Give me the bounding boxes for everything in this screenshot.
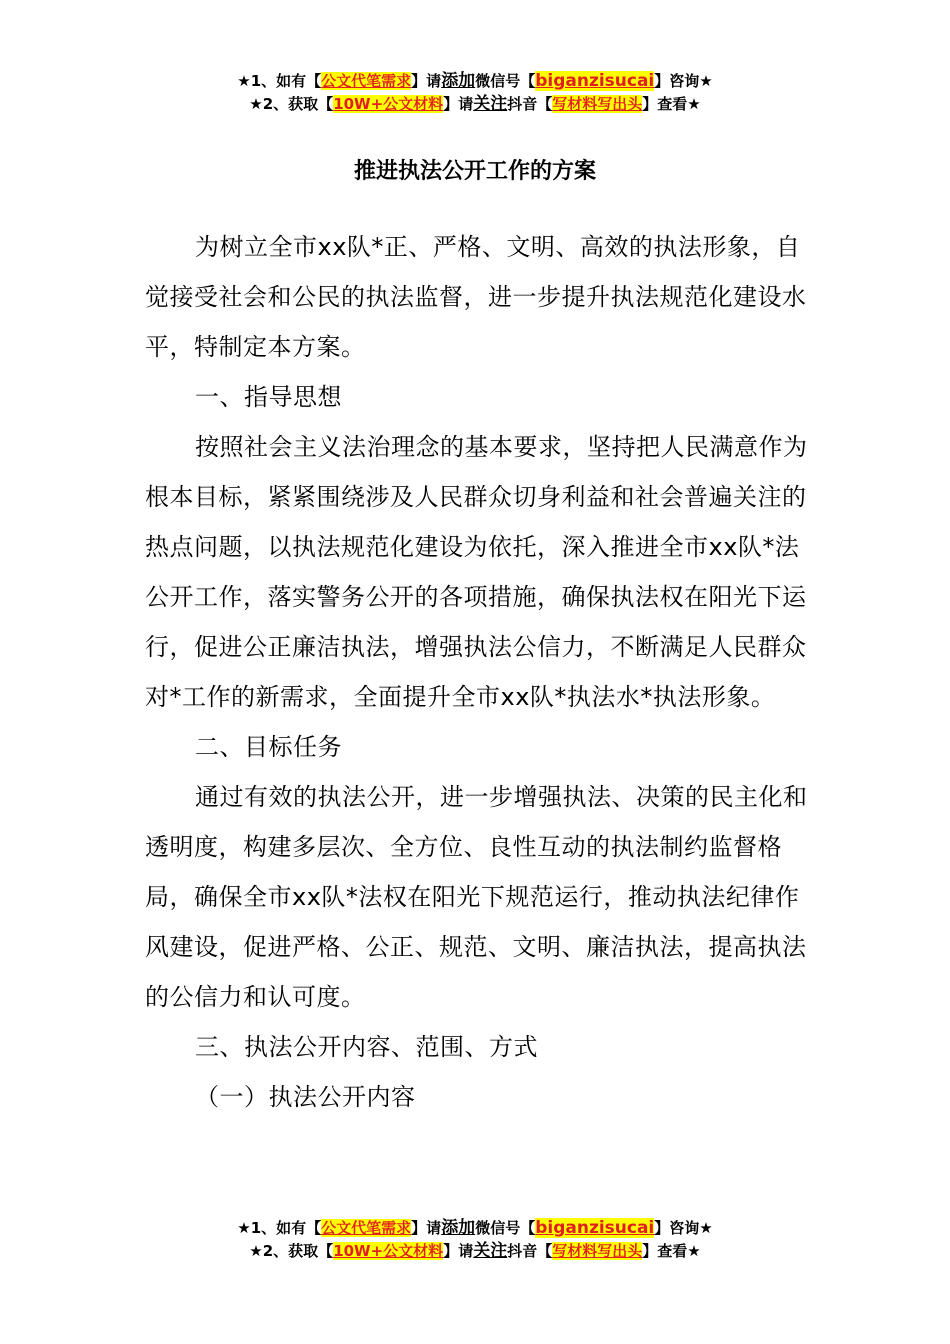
banner-highlight: 10W+公文材料 (333, 1242, 444, 1260)
banner-douyin-id: 写材料写出头 (552, 95, 643, 113)
heading-goals-tasks: 二、目标任务 (195, 733, 342, 761)
document-body (145, 222, 810, 1122)
subheading-disclosure-content: （一）执法公开内容 (195, 1083, 416, 1111)
bottom-banner (0, 1217, 950, 1263)
banner-line-2: ★2、获取【10W+公文材料】请关注抖音【写材料写出头】查看★ (249, 1241, 701, 1261)
banner-wechat-id: biganzisucai (535, 71, 655, 91)
banner-wechat-id: biganzisucai (535, 1218, 655, 1238)
heading-guiding-ideology: 一、指导思想 (195, 383, 342, 411)
document-title: 推进执法公开工作的方案 (353, 159, 596, 184)
banner-highlight: 公文代笔需求 (321, 72, 412, 90)
banner-line-1: ★1、如有【公文代笔需求】请添加微信号【biganzisucai】咨询★ (237, 71, 713, 91)
paragraph-guiding-ideology: 按照社会主义法治理念的基本要求，坚持把人民满意作为根本目标，紧紧围绕涉及人民群众切身利益和社会普遍关注的热点问题，以执法规范化建设为依托，深入推进全市xx队*法公开工作，落实警务公开的各项措施，确保执法权在阳光下运行，促进公正廉洁执法，增强执法公信力，不断满足人民群众对*工作的新需求，全面提升全市xx队*执法水*执法形象。 (145, 433, 808, 711)
top-banner (0, 70, 950, 116)
banner-line-1: ★1、如有【公文代笔需求】请添加微信号【biganzisucai】咨询★ (237, 1218, 713, 1238)
paragraph-goals-tasks: 通过有效的执法公开，进一步增强执法、决策的民主化和透明度，构建多层次、全方位、良性互动的执法制约监督格局，确保全市xx队*法权在阳光下规范运行，推动执法纪律作风建设，促进严格、公正、规范、文明、廉洁执法，提高执法的公信力和认可度。 (145, 783, 808, 1011)
banner-douyin-id: 写材料写出头 (552, 1242, 643, 1260)
banner-highlight: 公文代笔需求 (321, 1219, 412, 1237)
paragraph-intro: 为树立全市xx队*正、严格、文明、高效的执法形象，自觉接受社会和公民的执法监督，进一步提升执法规范化建设水平，特制定本方案。 (145, 233, 807, 361)
heading-disclosure-scope: 三、执法公开内容、范围、方式 (195, 1033, 538, 1061)
banner-line-2: ★2、获取【10W+公文材料】请关注抖音【写材料写出头】查看★ (249, 94, 701, 114)
banner-highlight: 10W+公文材料 (333, 95, 444, 113)
